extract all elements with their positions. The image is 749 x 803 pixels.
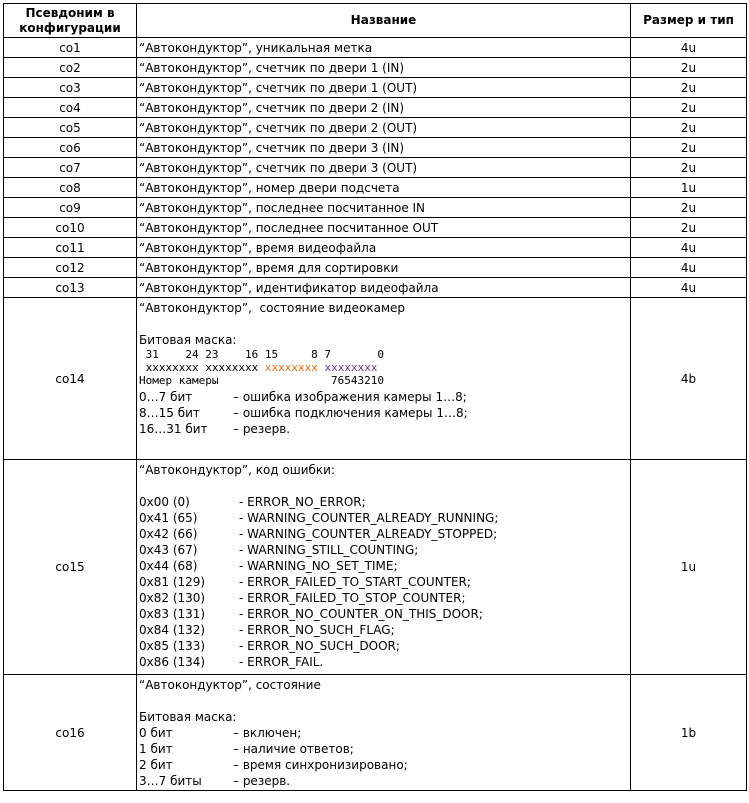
config-table xyxy=(3,3,747,791)
error-code-desc: - ERROR_FAIL. xyxy=(239,655,324,669)
error-code-desc: - ERROR_NO_SUCH_FLAG; xyxy=(239,623,395,637)
error-code xyxy=(139,638,628,654)
size-cell: 1u xyxy=(631,178,747,198)
bit-description-desc: – наличие ответов; xyxy=(233,742,354,756)
co14-title: “Автокондуктор”, состояние видеокамер xyxy=(139,301,405,315)
error-code-label: 0x86 (134) xyxy=(139,655,206,669)
table-row xyxy=(4,78,747,98)
name-cell xyxy=(137,298,631,460)
table-row xyxy=(4,98,747,118)
size-cell: 2u xyxy=(631,78,747,98)
table-row xyxy=(4,138,747,158)
alias-cell: co16 xyxy=(4,675,137,791)
error-code-label: 0x81 (129) xyxy=(139,575,206,589)
bit-mask-pattern xyxy=(139,361,628,374)
bit-description xyxy=(139,725,628,741)
table-row xyxy=(4,158,747,178)
name-cell: “Автокондуктор”, счетчик по двери 3 (OUT) xyxy=(137,158,631,178)
size-cell: 1b xyxy=(631,675,747,791)
co16-title: “Автокондуктор”, состояние xyxy=(139,678,321,692)
alias-cell: co4 xyxy=(4,98,137,118)
error-code-label: 0x43 (67) xyxy=(139,543,198,557)
error-code xyxy=(139,654,628,670)
table-row-co14 xyxy=(4,298,747,460)
co14-mask-label: Битовая маска: xyxy=(139,333,237,347)
size-cell: 1u xyxy=(631,460,747,675)
alias-cell: co10 xyxy=(4,218,137,238)
name-cell: “Автокондуктор”, время видеофайла xyxy=(137,238,631,258)
mask-black: xxxxxxxx xxxxxxxx xyxy=(139,361,265,374)
bit-description-desc: – ошибка подключения камеры 1…8; xyxy=(233,406,468,420)
error-code-desc: - ERROR_FAILED_TO_START_COUNTER; xyxy=(239,575,471,589)
error-code-desc: - ERROR_NO_COUNTER_ON_THIS_DOOR; xyxy=(239,607,483,621)
bit-description-desc: – резерв. xyxy=(233,774,291,788)
camera-number-line: Номер камеры 76543210 xyxy=(139,374,385,387)
error-code-label: 0x44 (68) xyxy=(139,559,198,573)
error-code-label: 0x84 (132) xyxy=(139,623,206,637)
co16-mask-label: Битовая маска: xyxy=(139,710,237,724)
error-code xyxy=(139,574,628,590)
size-cell: 2u xyxy=(631,58,747,78)
bit-description xyxy=(139,421,628,437)
alias-cell: co13 xyxy=(4,278,137,298)
error-code-desc: - ERROR_NO_ERROR; xyxy=(239,495,366,509)
error-code-label: 0x41 (65) xyxy=(139,511,198,525)
bit-description-label: 0 бит xyxy=(139,726,173,740)
table-row xyxy=(4,218,747,238)
name-cell: “Автокондуктор”, последнее посчитанное IN xyxy=(137,198,631,218)
bit-description xyxy=(139,741,628,757)
name-cell: “Автокондуктор”, время для сортировки xyxy=(137,258,631,278)
bit-description-label: 8…15 бит xyxy=(139,406,200,420)
name-cell xyxy=(137,675,631,791)
error-code xyxy=(139,494,628,510)
size-cell: 4u xyxy=(631,238,747,258)
name-cell: “Автокондуктор”, счетчик по двери 2 (OUT) xyxy=(137,118,631,138)
alias-cell: co6 xyxy=(4,138,137,158)
size-cell: 4u xyxy=(631,278,747,298)
name-cell: “Автокондуктор”, последнее посчитанное OUT xyxy=(137,218,631,238)
table-row xyxy=(4,258,747,278)
error-code xyxy=(139,542,628,558)
alias-cell: co15 xyxy=(4,460,137,675)
table-row-co16 xyxy=(4,675,747,791)
name-cell: “Автокондуктор”, счетчик по двери 1 (OUT) xyxy=(137,78,631,98)
header-name: Название xyxy=(137,4,631,38)
name-cell xyxy=(137,460,631,675)
bit-positions: 31 24 23 16 15 8 7 0 xyxy=(139,348,385,361)
alias-cell: co11 xyxy=(4,238,137,258)
error-code xyxy=(139,590,628,606)
header-alias: Псевдоним в конфигурации xyxy=(4,4,137,38)
error-code-label: 0x00 (0) xyxy=(139,495,190,509)
size-cell: 4b xyxy=(631,298,747,460)
bit-description-label: 1 бит xyxy=(139,742,173,756)
name-cell: “Автокондуктор”, счетчик по двери 3 (IN) xyxy=(137,138,631,158)
name-cell: “Автокондуктор”, номер двери подсчета xyxy=(137,178,631,198)
co15-title: “Автокондуктор”, код ошибки: xyxy=(139,463,336,477)
bit-description-label: 2 бит xyxy=(139,758,173,772)
size-cell: 4u xyxy=(631,258,747,278)
alias-cell: co14 xyxy=(4,298,137,460)
alias-cell: co2 xyxy=(4,58,137,78)
table-header-row xyxy=(4,4,747,38)
bit-description-desc: – ошибка изображения камеры 1…8; xyxy=(233,390,467,404)
name-cell: “Автокондуктор”, счетчик по двери 2 (IN) xyxy=(137,98,631,118)
error-code xyxy=(139,606,628,622)
bit-description xyxy=(139,757,628,773)
error-code-label: 0x82 (130) xyxy=(139,591,206,605)
bit-description xyxy=(139,773,628,789)
mask-purple: xxxxxxxx xyxy=(324,361,378,374)
alias-cell: co12 xyxy=(4,258,137,278)
bit-description-desc: – время синхронизировано; xyxy=(233,758,408,772)
alias-cell: co3 xyxy=(4,78,137,98)
size-cell: 2u xyxy=(631,218,747,238)
header-size: Размер и тип xyxy=(631,4,747,38)
bit-description-label: 3…7 биты xyxy=(139,774,202,788)
size-cell: 2u xyxy=(631,198,747,218)
error-code xyxy=(139,558,628,574)
size-cell: 2u xyxy=(631,118,747,138)
alias-cell: co8 xyxy=(4,178,137,198)
size-cell: 2u xyxy=(631,158,747,178)
bit-description-desc: – включен; xyxy=(233,726,302,740)
alias-cell: co5 xyxy=(4,118,137,138)
error-code xyxy=(139,622,628,638)
error-code-desc: - WARNING_COUNTER_ALREADY_RUNNING; xyxy=(239,511,499,525)
error-code-desc: - ERROR_NO_SUCH_DOOR; xyxy=(239,639,400,653)
alias-cell: co1 xyxy=(4,38,137,58)
name-cell: “Автокондуктор”, идентификатор видеофайла xyxy=(137,278,631,298)
size-cell: 2u xyxy=(631,138,747,158)
bit-description xyxy=(139,389,628,405)
alias-cell: co7 xyxy=(4,158,137,178)
table-row xyxy=(4,58,747,78)
error-code-label: 0x83 (131) xyxy=(139,607,206,621)
table-row xyxy=(4,198,747,218)
size-cell: 2u xyxy=(631,98,747,118)
bit-description-label: 16…31 бит xyxy=(139,422,208,436)
name-cell: “Автокондуктор”, уникальная метка xyxy=(137,38,631,58)
error-code-label: 0x42 (66) xyxy=(139,527,198,541)
error-code-desc: - WARNING_STILL_COUNTING; xyxy=(239,543,419,557)
table-row xyxy=(4,278,747,298)
mask-orange: xxxxxxxx xyxy=(264,361,318,374)
table-row-co15 xyxy=(4,460,747,675)
table-row xyxy=(4,118,747,138)
name-cell: “Автокондуктор”, счетчик по двери 1 (IN) xyxy=(137,58,631,78)
error-code-label: 0x85 (133) xyxy=(139,639,206,653)
table-row xyxy=(4,38,747,58)
table-row xyxy=(4,178,747,198)
bit-description-label: 0…7 бит xyxy=(139,390,193,404)
table-row xyxy=(4,238,747,258)
error-code-desc: - WARNING_NO_SET_TIME; xyxy=(239,559,398,573)
size-cell: 4u xyxy=(631,38,747,58)
error-code xyxy=(139,526,628,542)
error-code-desc: - ERROR_FAILED_TO_STOP_COUNTER; xyxy=(239,591,466,605)
alias-cell: co9 xyxy=(4,198,137,218)
bit-description xyxy=(139,405,628,421)
error-code-desc: - WARNING_COUNTER_ALREADY_STOPPED; xyxy=(239,527,498,541)
bit-description-desc: – резерв. xyxy=(233,422,291,436)
error-code xyxy=(139,510,628,526)
